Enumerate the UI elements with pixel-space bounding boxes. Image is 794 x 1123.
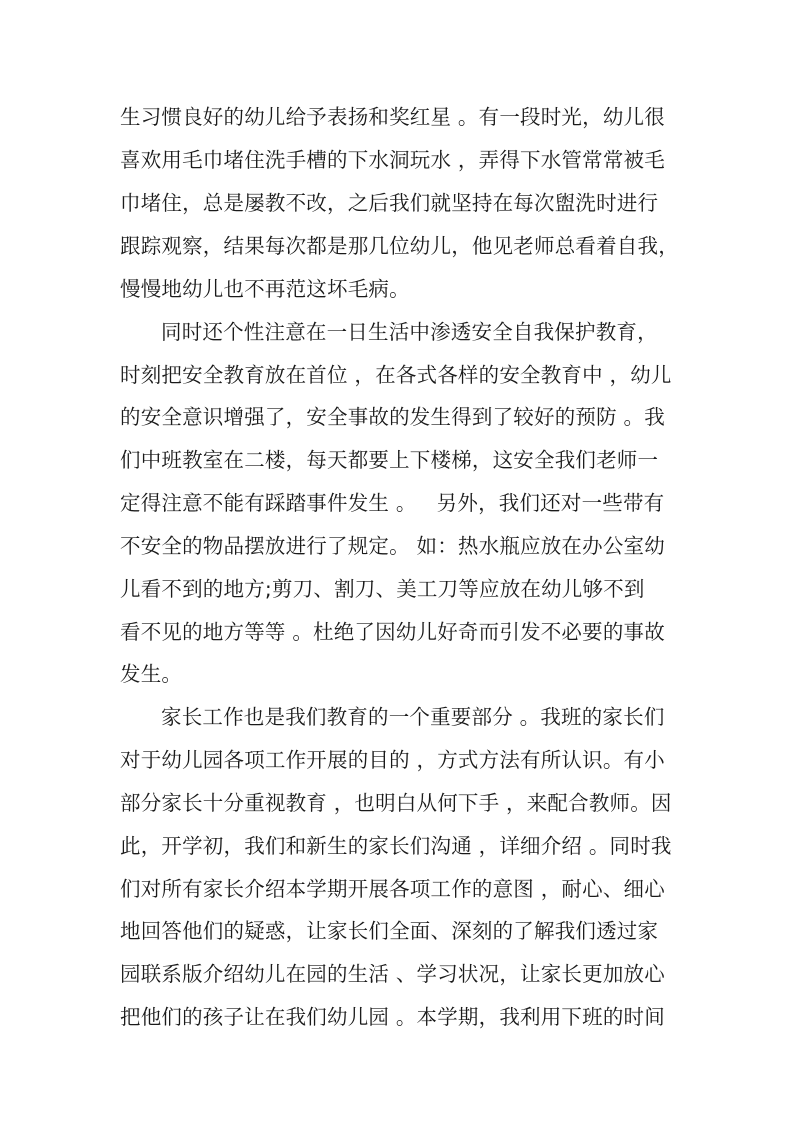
text-line: 们中班教室在二楼，每天都要上下楼梯，这安全我们老师一: [120, 448, 659, 472]
text-line: 的安全意识增强了，安全事故的发生得到了较好的预防 。我: [120, 405, 665, 429]
text-line: 儿看不到的地方;剪刀、割刀、美工刀等应放在幼儿够不到: [120, 577, 645, 601]
text-line: 不安全的物品摆放进行了规定。 如：热水瓶应放在办公室幼: [120, 534, 665, 558]
text-line: 巾堵住，总是屡教不改，之后我们就坚持在每次盥洗时进行: [120, 191, 659, 215]
text-line: 跟踪观察，结果每次都是那几位幼儿，他见老师总看着自我，: [120, 234, 679, 258]
text-line: 对于幼儿园各项工作开展的目的 ，方式方法有所认识。有小: [120, 748, 665, 772]
text-line: 把他们的孩子让在我们幼儿园 。本学期，我利用下班的时间: [120, 1005, 665, 1029]
text-line: 慢慢地幼儿也不再范这坏毛病。: [120, 277, 410, 301]
text-line: 部分家长十分重视教育 ，也明白从何下手 ，来配合教师。因: [120, 791, 672, 815]
text-line: 发生。: [120, 662, 183, 686]
text-line: 园联系版介绍幼儿在园的生活 、学习状况，让家长更加放心: [120, 962, 665, 986]
text-line: 喜欢用毛巾堵住洗手槽的下水洞玩水 ，弄得下水管常常被毛: [120, 148, 665, 172]
text-line: 生习惯良好的幼儿给予表扬和奖红星 。有一段时光，幼儿很: [120, 105, 665, 129]
text-line: 们对所有家长介绍本学期开展各项工作的意图 ，耐心、细心: [120, 877, 665, 901]
text-line: 地回答他们的疑惑，让家长们全面、深刻的了解我们透过家: [120, 919, 659, 943]
paragraph-start-line: 家长工作也是我们教育的一个重要部分 。我班的家长们: [161, 705, 665, 729]
text-line: 时刻把安全教育放在首位 ，在各式各样的安全教育中 ，幼儿: [120, 363, 672, 387]
text-line: 定得注意不能有踩踏事件发生 。 另外，我们还对一些带有: [120, 491, 665, 515]
paragraph-start-line: 同时还个性注意在一日生活中渗透安全自我保护教育，: [161, 320, 658, 344]
text-line: 看不见的地方等等 。杜绝了因幼儿好奇而引发不必要的事故: [120, 620, 665, 644]
text-line: 此，开学初，我们和新生的家长们沟通 ，详细介绍 。同时我: [120, 834, 672, 858]
